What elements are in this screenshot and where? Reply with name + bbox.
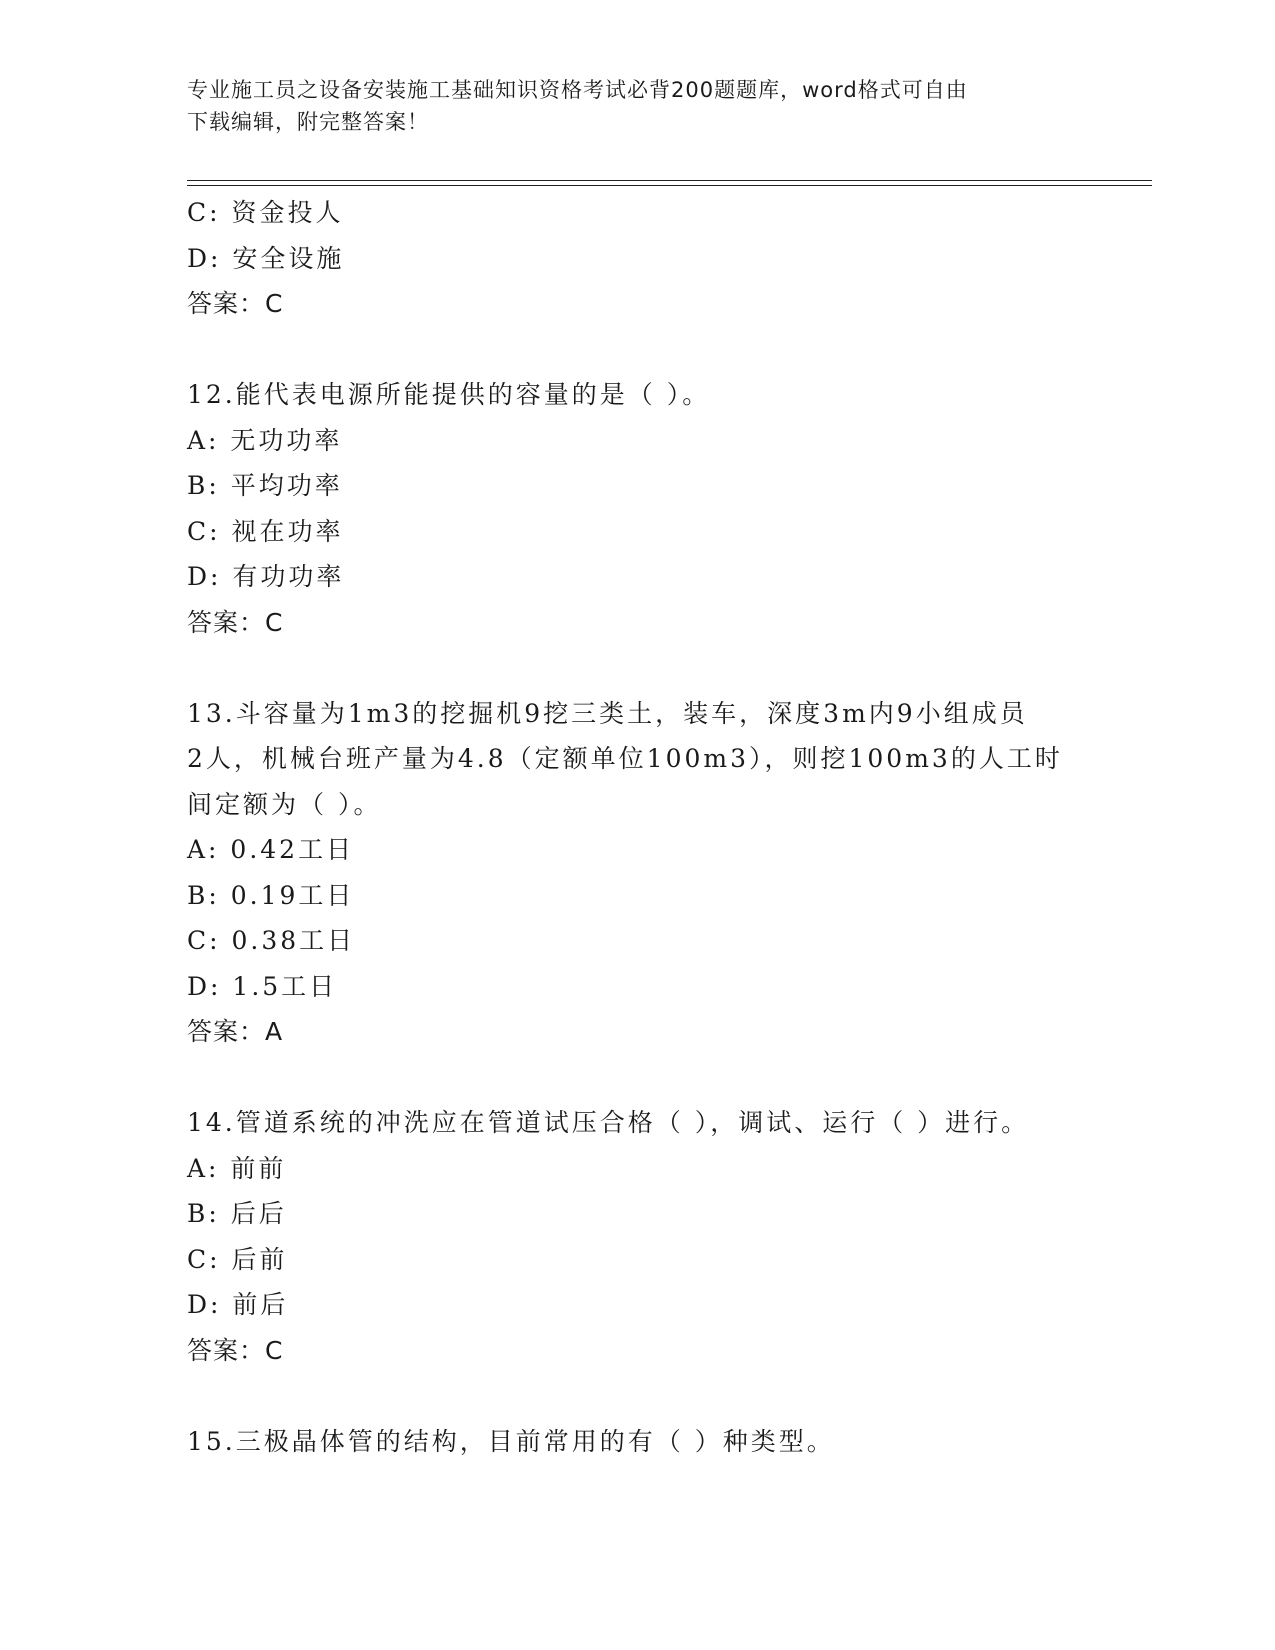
question-stem-line-1: 13.斗容量为1m3的挖掘机9挖三类土，装车，深度3m内9小组成员 [187,698,1028,728]
spacer [187,645,1087,691]
option-c: C: 0.38工日 [187,926,356,955]
document-header [187,74,1067,138]
question-block-14 [187,1100,1087,1373]
option-c: C: 资金投人 [187,198,344,227]
option-a: A: 0.42工日 [187,835,355,864]
answer-line: 答案：C [187,289,284,318]
option-c: C: 后前 [187,1244,288,1274]
answer-line: 答案：C [187,1335,284,1365]
question-stem-line-2: 2人，机械台班产量为4.8（定额单位100m3），则挖100m3的人工时 [187,744,1063,773]
question-block-15 [187,1419,1087,1465]
header-rule-bottom [187,185,1152,186]
question-stem: 15.三极晶体管的结构，目前常用的有（ ）种类型。 [187,1426,835,1456]
question-block-13 [187,691,1087,1055]
header-line-2: 下载编辑，附完整答案！ [187,110,429,134]
option-a: A: 前前 [187,1153,287,1183]
spacer [187,1055,1087,1101]
option-d: D: 有功功率 [187,562,345,591]
question-block-12 [187,372,1087,645]
question-list [187,190,1087,1464]
answer-line: 答案：A [187,1017,284,1046]
option-d: D: 1.5工日 [187,971,338,1001]
option-c: C: 视在功率 [187,516,344,546]
spacer [187,1373,1087,1419]
option-a: A: 无功功率 [187,425,343,455]
option-b: B: 后后 [187,1199,287,1228]
spacer [187,327,1087,373]
option-b: B: 0.19工日 [187,880,355,910]
option-b: B: 平均功率 [187,471,343,500]
question-block-prev [187,190,1087,327]
question-stem-line-3: 间定额为（ ）。 [187,789,382,819]
option-d: D: 前后 [187,1290,289,1319]
answer-line: 答案：C [187,607,284,637]
header-rule-top [187,180,1152,181]
question-stem: 12.能代表电源所能提供的容量的是（ ）。 [187,380,711,409]
header-line-1: 专业施工员之设备安装施工基础知识资格考试必背200题题库，word格式可自由 [187,78,968,102]
question-stem: 14.管道系统的冲洗应在管道试压合格（ ），调试、运行（ ）进行。 [187,1108,1030,1137]
option-d: D: 安全设施 [187,243,345,273]
